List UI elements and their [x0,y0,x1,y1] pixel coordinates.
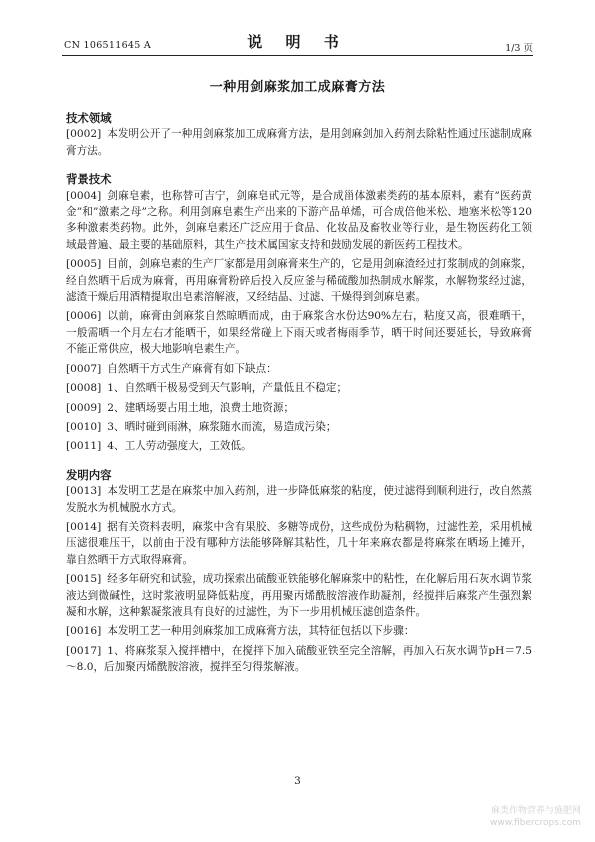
watermark [490,805,581,829]
page-number: 3 [294,775,301,787]
paragraph-number: [0008] [66,382,102,395]
paragraph-text: 1、自然晒干极易受到天气影响，产量低且不稳定； [107,382,348,395]
paragraph-number: [0013] [66,485,102,498]
paragraph-number: [0010] [66,420,102,433]
patent-title: 一种用剑麻浆加工成麻膏方法 [209,80,386,95]
paragraph [66,256,532,305]
paragraph-text: 经多年研究和试验，成功探索出硫酸亚铁能够化解麻浆中的粘性，在化解后用石灰水调节浆液达到微碱性，这时浆液明显降低粘度，再用聚丙烯酰胺溶液作助凝剂，经搅拌后麻浆产生强烈絮凝和水解，这种絮凝浆液具有良好的过滤性，为下一步用机械压滤创造条件。 [66,573,532,618]
paragraph-number: [0014] [66,520,102,533]
paragraph [66,643,532,676]
paragraph [66,483,532,516]
paragraph-number: [0007] [66,362,102,375]
paragraph [66,400,532,416]
paragraph-text: 3、晒时碰到雨淋，麻浆随水而流，易造成污染； [107,420,337,433]
paragraph [66,380,532,396]
paragraph [66,419,532,435]
paragraph-text: 目前，剑麻皂素的生产厂家都是用剑麻膏来生产的，它是用剑麻渣经过打浆制成的剑麻浆，经自然晒干后成为麻膏，再用麻膏粉碎后投入反应釜与稀硫酸加热制成水解浆，水解物浆经过滤，滤渣干燥后用酒精提取出皂素溶解液，又经结晶、过滤、干燥得到剑麻皂素。 [66,258,532,304]
watermark-line-1: 麻类作物营养与施肥网 [490,806,581,816]
paragraph-text: 本发明公开了一种用剑麻浆加工成麻膏方法，是用剑麻剑加入药剂去除粘性通过压滤制成麻膏方法。 [66,128,532,157]
paragraph-number: [0011] [66,440,102,453]
paragraph-number: [0016] [66,625,102,638]
page-indicator: 1/3 页 [505,43,533,54]
document-type-title: 说 明 书 [247,33,348,51]
paragraph [66,188,532,254]
paragraph-text: 本发明工艺一种用剑麻浆加工成麻膏方法，其特征包括以下步骤： [107,625,415,638]
paragraph [66,126,532,159]
section-heading: 背景技术 [66,172,112,187]
section-heading: 技术领域 [66,111,112,125]
paragraph [66,438,532,454]
patent-number: CN 106511645 A [64,40,152,51]
section-gap [66,159,532,171]
paragraph [66,361,532,377]
section-gap [66,455,532,467]
paragraph [66,519,532,568]
header-rule [62,55,533,56]
section-heading: 发明内容 [66,467,112,482]
paragraph [66,308,532,357]
paragraph-text: 据有关资料表明，麻浆中含有果胶、多糖等成份，这些成份为粘稠物，过滤性差，采用机械压滤很难压干，以前由于没有哪种方法能够降解其粘性，几十年来麻农都是将麻浆在晒场上摊开，靠自然晒干方式取得麻膏。 [66,520,532,566]
paragraph-number: [0015] [66,573,102,586]
paragraph-text: 2、建晒场要占用土地，浪费土地资源； [107,401,295,414]
paragraph-number: [0017] [66,644,102,657]
paragraph-text: 本发明工艺是在麻浆中加入药剂，进一步降低麻浆的粘度，使过滤得到顺利进行，改自然蒸发脱水为机械脱水方式。 [66,485,532,514]
paragraph-number: [0002] [66,128,102,141]
paragraph-number: [0004] [66,189,102,202]
paragraph-text: 剑麻皂素，也称替可吉宁，剑麻皂甙元等，是合成甾体激素类药的基本原料，素有”医药黄金”和”激素之母”之称。利用剑麻皂素生产出来的下游产品单烯，可合成倍他米松、地塞米松等120多种激素类药物。此外，剑麻皂素还广泛应用于食品、化妆品及畜牧业等行业，是生物医药化工领域最普遍、最主要的基础原料，其生产技术属国家支持和鼓励发展的新医药工程技术。 [66,189,532,251]
paragraph-text: 以前，麻膏由剑麻浆自然晾晒而成，由于麻浆含水份达90%左右，粘度又高，很难晒干，一般需晒一个月左右才能晒干，如果经常碰上下雨天或者梅雨季节，晒干时间还要延长，导致麻膏不能正常供应，极大地影响皂素生产。 [66,310,532,356]
watermark-line-2: www.fibercrops.com [490,818,581,828]
document-body [66,110,532,676]
paragraph [66,623,532,639]
paragraph-text: 4、工人劳动强度大，工效低。 [107,440,252,453]
paragraph [66,571,532,620]
paragraph-number: [0009] [66,401,102,414]
paragraph-text: 1、将麻浆泵入搅拌槽中，在搅拌下加入硫酸亚铁至完全溶解，再加入石灰水调节pH＝7.5～8.0，后加聚丙烯酰胺溶液，搅拌至匀得浆解液。 [66,644,532,674]
paragraph-text: 自然晒干方式生产麻膏有如下缺点： [107,362,277,375]
paragraph-number: [0005] [66,258,102,271]
paragraph-number: [0006] [66,310,102,323]
